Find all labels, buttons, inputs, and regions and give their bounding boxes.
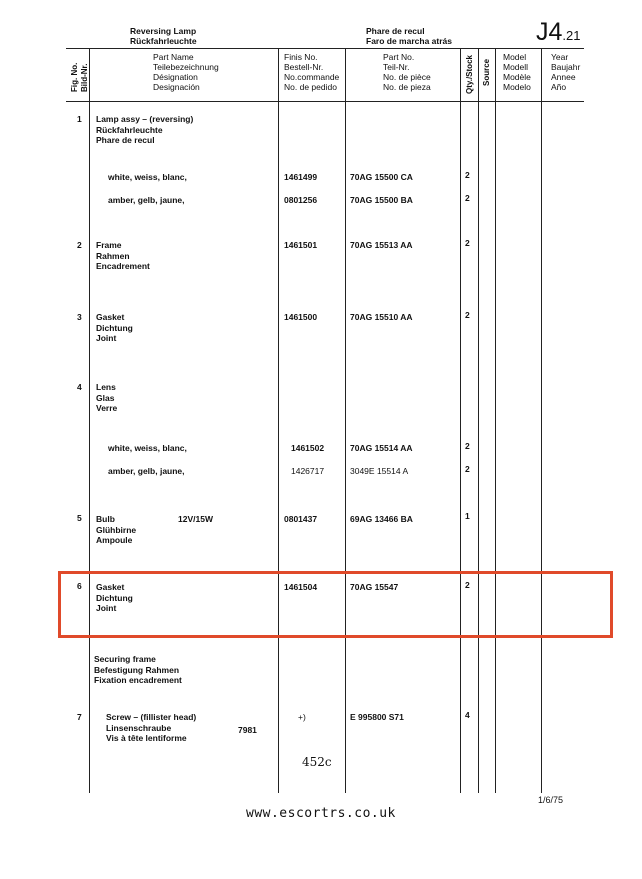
partno-3: 70AG 15510 AA xyxy=(350,312,413,322)
partno-4b: 3049E 15514 A xyxy=(350,466,409,476)
partno-2: 70AG 15513 AA xyxy=(350,240,413,250)
finis-7: +) xyxy=(298,712,306,722)
partno-5: 69AG 13466 BA xyxy=(350,514,413,524)
finis-2: 1461501 xyxy=(284,240,318,250)
title-fr-es xyxy=(366,26,452,46)
col-model-es: Modelo xyxy=(503,82,531,92)
col-fig: Fig. No. xyxy=(70,62,79,92)
partno-1a: 70AG 15500 CA xyxy=(350,172,413,182)
variant-1a: white, weiss, blanc, xyxy=(108,172,187,182)
page-code-main: J4 xyxy=(536,18,563,46)
qty-5: 1 xyxy=(465,511,470,521)
col-year-fr: Annee xyxy=(551,72,576,82)
col-line-finis xyxy=(345,48,346,793)
partno-4a: 70AG 15514 AA xyxy=(350,443,413,453)
part-name-6: Gasket Dichtung Joint xyxy=(96,582,133,613)
table-top-line xyxy=(66,48,584,49)
handwritten-note: 452c xyxy=(302,755,332,769)
col-part-name-de: Teilebezeichnung xyxy=(153,62,219,72)
fig-1: 1 xyxy=(77,114,82,124)
col-part-name-fr: Désignation xyxy=(153,72,198,82)
finis-4a: 1461502 xyxy=(291,443,325,453)
footer-date: 1/6/75 xyxy=(538,795,564,805)
part-name-3: Gasket Dichtung Joint xyxy=(96,312,133,343)
part-name-4: Lens Glas Verre xyxy=(96,382,118,413)
fig-5: 5 xyxy=(77,513,82,523)
col-finis xyxy=(284,52,339,92)
col-partno-es: No. de pieza xyxy=(383,82,431,92)
col-line-fig xyxy=(89,48,90,793)
col-partno-fr: No. de pièce xyxy=(383,72,431,82)
fig-6: 6 xyxy=(77,581,82,591)
col-line-source xyxy=(495,48,496,793)
fig-3: 3 xyxy=(77,312,82,322)
variant-1b: amber, gelb, jaune, xyxy=(108,195,185,205)
page-code xyxy=(536,18,580,47)
col-line-partno xyxy=(460,48,461,793)
title-de: Rückfahrleuchte xyxy=(130,36,197,46)
col-bild: Bild-Nr. xyxy=(80,63,89,92)
header-bottom-line xyxy=(66,101,584,102)
fig-2: 2 xyxy=(77,240,82,250)
col-partno-de: Teil-Nr. xyxy=(383,62,410,72)
col-line-qty xyxy=(478,48,479,793)
spec-5: 12V/15W xyxy=(178,514,213,524)
finis-1a: 1461499 xyxy=(284,172,318,182)
title-en: Reversing Lamp xyxy=(130,26,197,36)
fig-7: 7 xyxy=(77,712,82,722)
variant-4a: white, weiss, blanc, xyxy=(108,443,187,453)
finis-1b: 0801256 xyxy=(284,195,318,205)
qty-1b: 2 xyxy=(465,193,470,203)
qty-3: 2 xyxy=(465,310,470,320)
part-name-1: Lamp assy – (reversing) Rückfahrleuchte Phare de recul xyxy=(96,114,194,145)
qty-4a: 2 xyxy=(465,441,470,451)
fig-4: 4 xyxy=(77,382,82,392)
col-finis-es: No. de pedido xyxy=(284,82,337,92)
finis-3: 1461500 xyxy=(284,312,318,322)
col-partno xyxy=(383,52,431,92)
qty-2: 2 xyxy=(465,238,470,248)
partno-7: E 995800 S71 xyxy=(350,712,404,722)
col-source: Source xyxy=(482,58,491,86)
col-year-es: Año xyxy=(551,82,567,92)
partno-1b: 70AG 15500 BA xyxy=(350,195,413,205)
finis-4b: 1426717 xyxy=(291,466,325,476)
page-code-sub: .21 xyxy=(562,28,581,43)
col-part-name xyxy=(153,52,219,92)
col-qty: Qty./Stock xyxy=(465,55,474,94)
col-year xyxy=(551,52,580,92)
col-part-name-en: Part Name xyxy=(153,52,194,62)
col-model-fr: Modèle xyxy=(503,72,531,82)
variant-4b: amber, gelb, jaune, xyxy=(108,466,185,476)
qty-7: 4 xyxy=(465,710,470,720)
col-part-name-es: Designación xyxy=(153,82,200,92)
col-line-name xyxy=(278,48,279,793)
qty-6: 2 xyxy=(465,580,470,590)
part-name-5: Bulb Glühbirne Ampoule xyxy=(96,514,137,545)
title-fr: Phare de recul xyxy=(366,26,425,36)
finis-5: 0801437 xyxy=(284,514,318,524)
col-model-en: Model xyxy=(503,52,527,62)
col-line-model xyxy=(541,48,542,793)
title-en-de xyxy=(130,26,197,46)
partno-6: 70AG 15547 xyxy=(350,582,399,592)
finis-6: 1461504 xyxy=(284,582,318,592)
col-finis-en: Finis No. xyxy=(284,52,318,62)
col-model-de: Modell xyxy=(503,62,529,72)
col-year-de: Baujahr xyxy=(551,62,581,72)
col-model xyxy=(503,52,531,92)
qty-1a: 2 xyxy=(465,170,470,180)
footer-url[interactable]: www.escortrs.co.uk xyxy=(246,806,396,821)
section-securing-frame: Securing frame Befestigung Rahmen Fixation encadrement xyxy=(94,654,182,685)
row-highlight-box xyxy=(58,571,613,638)
col-finis-de: Bestell-Nr. xyxy=(284,62,324,72)
col-finis-fr: No.commande xyxy=(284,72,340,82)
part-name-7: Screw – (fillister head) Linsenschraube Vis à tête lentiforme xyxy=(106,712,197,743)
col-year-en: Year xyxy=(551,52,569,62)
title-es: Faro de marcha atrás xyxy=(366,36,452,46)
part-name-2: Frame Rahmen Encadrement xyxy=(96,240,150,271)
qty-4b: 2 xyxy=(465,464,470,474)
col-partno-en: Part No. xyxy=(383,52,415,62)
extra-7: 7981 xyxy=(238,725,257,735)
